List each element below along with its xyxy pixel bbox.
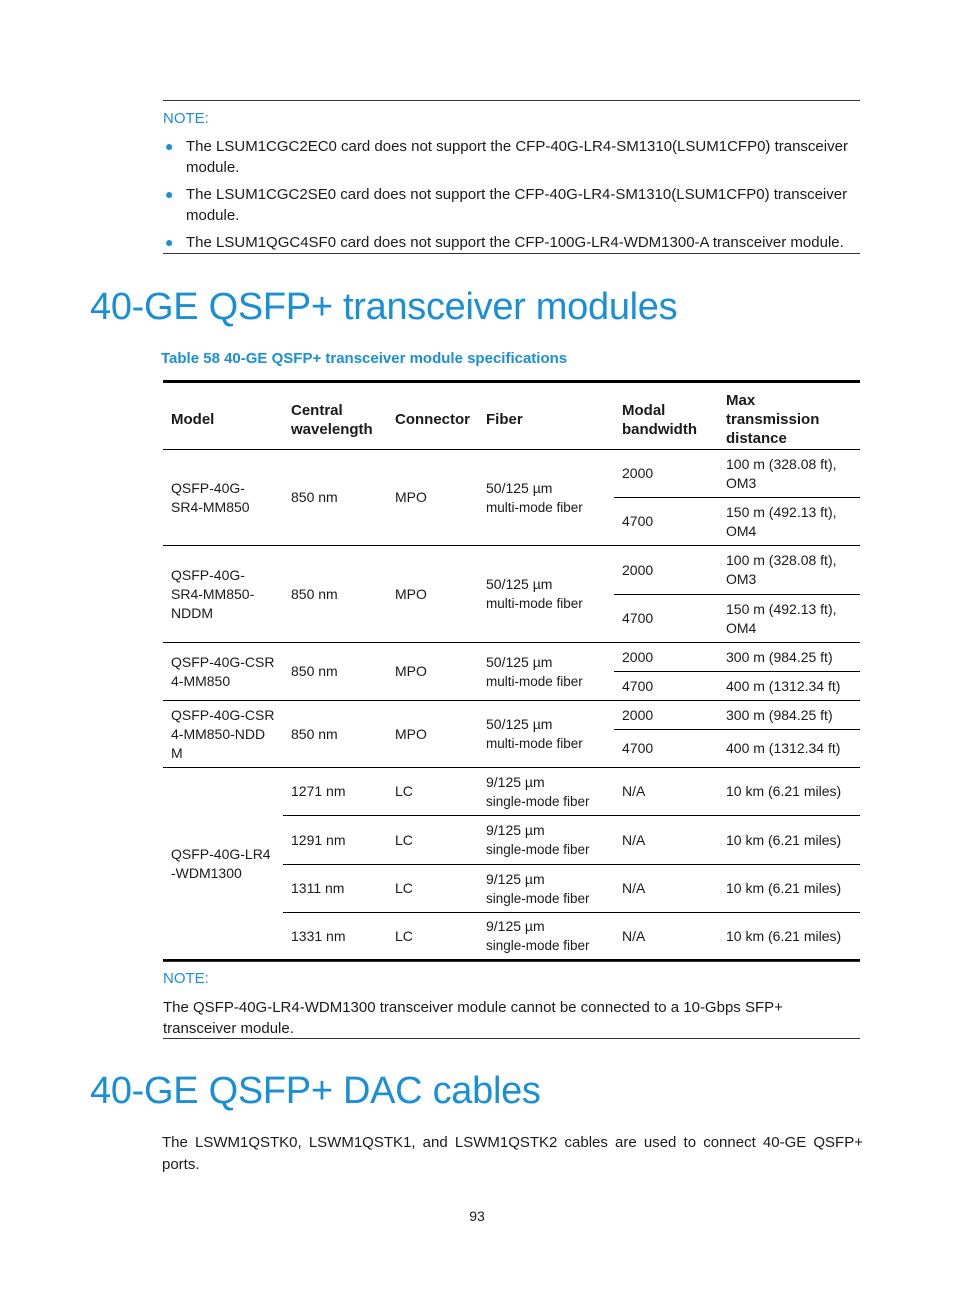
fiber-type: multi-mode fiber bbox=[486, 596, 583, 611]
fiber-size: 50/125 µm bbox=[486, 576, 553, 592]
cell-bandwidth: 4700 bbox=[614, 498, 718, 546]
header-wavelength: Central wavelength bbox=[283, 382, 387, 450]
table-caption: Table 58 40-GE QSFP+ transceiver module specifications bbox=[161, 350, 568, 367]
cell-fiber bbox=[478, 450, 614, 546]
note-text: The QSFP-40G-LR4-WDM1300 transceiver module cannot be connected to a 10-Gbps SFP+ transceiver module. bbox=[163, 999, 783, 1037]
cell-connector: MPO bbox=[387, 701, 478, 768]
fiber-size: 50/125 µm bbox=[486, 653, 553, 670]
cell-distance: 150 m (492.13 ft), OM4 bbox=[718, 498, 860, 546]
cell-model: QSFP-40G-CSR4-MM850-NDDM bbox=[163, 701, 283, 768]
bullet-icon: ● bbox=[165, 138, 174, 154]
cell-wavelength: 1331 nm bbox=[283, 913, 387, 961]
cell-wavelength: 1311 nm bbox=[283, 865, 387, 913]
cell-fiber bbox=[478, 865, 614, 913]
cell-bandwidth: N/A bbox=[614, 816, 718, 865]
header-connector: Connector bbox=[387, 382, 478, 450]
note-item-text: The LSUM1CGC2SE0 card does not support the CFP-40G-LR4-SM1310(LSUM1CFP0) transceiver module. bbox=[186, 186, 848, 224]
cell-wavelength: 850 nm bbox=[283, 643, 387, 701]
cell-connector: LC bbox=[387, 913, 478, 961]
fiber-type: single-mode fiber bbox=[486, 938, 590, 953]
cell-connector: LC bbox=[387, 816, 478, 865]
cell-distance: 100 m (328.08 ft), OM3 bbox=[718, 546, 860, 595]
cell-bandwidth: 4700 bbox=[614, 730, 718, 768]
cell-fiber bbox=[478, 913, 614, 961]
cell-distance: 300 m (984.25 ft) bbox=[718, 701, 860, 730]
cell-distance: 150 m (492.13 ft), OM4 bbox=[718, 595, 860, 643]
cell-fiber bbox=[478, 701, 614, 768]
cell-fiber bbox=[478, 546, 614, 643]
cell-connector: MPO bbox=[387, 546, 478, 643]
list-item bbox=[163, 232, 860, 253]
fiber-type: single-mode fiber bbox=[486, 793, 590, 809]
note-list bbox=[163, 136, 860, 253]
fiber-type: multi-mode fiber bbox=[486, 673, 583, 689]
note-block-1 bbox=[163, 100, 860, 254]
fiber-type: single-mode fiber bbox=[486, 890, 590, 906]
cell-distance: 10 km (6.21 miles) bbox=[718, 865, 860, 913]
fiber-size: 9/125 µm bbox=[486, 870, 545, 887]
cell-distance: 400 m (1312.34 ft) bbox=[718, 730, 860, 768]
cell-fiber bbox=[478, 768, 614, 816]
cell-bandwidth: 2000 bbox=[614, 450, 718, 498]
cell-wavelength: 850 nm bbox=[283, 701, 387, 768]
cell-bandwidth: 2000 bbox=[614, 701, 718, 730]
fiber-type: multi-mode fiber bbox=[486, 736, 583, 751]
note-item-text: The LSUM1QGC4SF0 card does not support the CFP-100G-LR4-WDM1300-A transceiver module. bbox=[186, 234, 844, 251]
cell-distance: 10 km (6.21 miles) bbox=[718, 816, 860, 865]
cell-distance: 10 km (6.21 miles) bbox=[718, 913, 860, 961]
cell-wavelength: 1291 nm bbox=[283, 816, 387, 865]
section-title: 40-GE QSFP+ transceiver modules bbox=[90, 286, 678, 328]
table-row bbox=[163, 701, 860, 730]
table-header-row bbox=[163, 382, 860, 450]
cell-wavelength: 850 nm bbox=[283, 450, 387, 546]
cell-connector: MPO bbox=[387, 450, 478, 546]
cell-connector: LC bbox=[387, 865, 478, 913]
cell-bandwidth: N/A bbox=[614, 865, 718, 913]
cell-model: QSFP-40G-SR4-MM850-NDDM bbox=[163, 546, 283, 643]
header-fiber: Fiber bbox=[478, 382, 614, 450]
note-label: NOTE: bbox=[163, 110, 209, 127]
spec-table bbox=[163, 380, 860, 962]
header-distance: Max transmission distance bbox=[718, 382, 860, 450]
cell-model: QSFP-40G-CSR4-MM850 bbox=[163, 643, 283, 701]
table-row bbox=[163, 643, 860, 672]
cell-connector: MPO bbox=[387, 643, 478, 701]
table-row bbox=[163, 450, 860, 498]
note-label: NOTE: bbox=[163, 970, 209, 987]
table-row bbox=[163, 546, 860, 595]
cell-distance: 400 m (1312.34 ft) bbox=[718, 672, 860, 701]
fiber-type: multi-mode fiber bbox=[486, 499, 583, 515]
cell-bandwidth: N/A bbox=[614, 768, 718, 816]
fiber-size: 9/125 µm bbox=[486, 822, 545, 838]
cell-bandwidth: N/A bbox=[614, 913, 718, 961]
fiber-size: 50/125 µm bbox=[486, 479, 553, 496]
fiber-size: 9/125 µm bbox=[486, 773, 545, 790]
cell-fiber bbox=[478, 816, 614, 865]
fiber-size: 9/125 µm bbox=[486, 918, 545, 934]
cell-wavelength: 850 nm bbox=[283, 546, 387, 643]
cell-bandwidth: 4700 bbox=[614, 672, 718, 701]
bullet-icon: ● bbox=[165, 186, 174, 202]
cell-distance: 300 m (984.25 ft) bbox=[718, 643, 860, 672]
header-bandwidth: Modal bandwidth bbox=[614, 382, 718, 450]
cell-fiber bbox=[478, 643, 614, 701]
section-title: 40-GE QSFP+ DAC cables bbox=[90, 1070, 541, 1112]
cell-model: QSFP-40G-SR4-MM850 bbox=[163, 450, 283, 546]
bullet-icon: ● bbox=[165, 234, 174, 250]
header-model: Model bbox=[163, 382, 283, 450]
cell-model: QSFP-40G-LR4-WDM1300 bbox=[163, 768, 283, 961]
cell-wavelength: 1271 nm bbox=[283, 768, 387, 816]
cell-bandwidth: 4700 bbox=[614, 595, 718, 643]
cell-bandwidth: 2000 bbox=[614, 546, 718, 595]
table-row bbox=[163, 768, 860, 816]
cell-distance: 100 m (328.08 ft), OM3 bbox=[718, 450, 860, 498]
fiber-type: single-mode fiber bbox=[486, 842, 590, 857]
cell-distance: 10 km (6.21 miles) bbox=[718, 768, 860, 816]
list-item bbox=[163, 184, 860, 226]
note-item-text: The LSUM1CGC2EC0 card does not support the CFP-40G-LR4-SM1310(LSUM1CFP0) transceiver module. bbox=[186, 138, 848, 176]
list-item bbox=[163, 136, 860, 178]
page-number: 93 bbox=[469, 1208, 485, 1224]
fiber-size: 50/125 µm bbox=[486, 716, 553, 732]
note-block-2 bbox=[163, 961, 860, 1039]
cell-connector: LC bbox=[387, 768, 478, 816]
body-paragraph: The LSWM1QSTK0, LSWM1QSTK1, and LSWM1QSTK2 cables are used to connect 40-GE QSFP+ ports. bbox=[162, 1134, 863, 1173]
cell-bandwidth: 2000 bbox=[614, 643, 718, 672]
